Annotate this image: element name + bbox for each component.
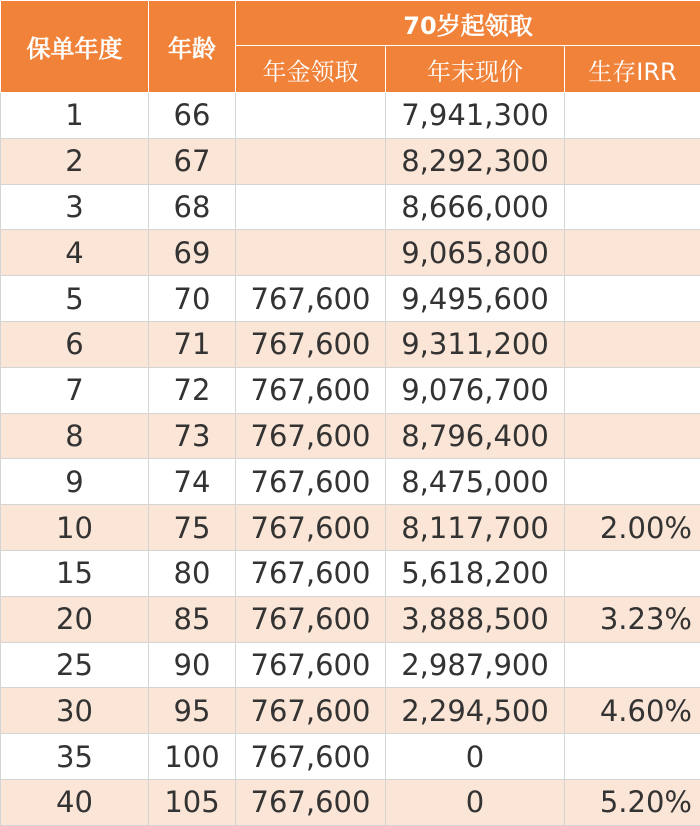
table-row — [1, 93, 700, 139]
table-row — [1, 276, 700, 322]
table-row — [1, 138, 700, 184]
cell-annuity: 767,600 — [236, 734, 386, 780]
table-row — [1, 413, 700, 459]
cell-year-end-value: 8,666,000 — [386, 184, 565, 230]
cell-policy-year: 25 — [1, 642, 149, 688]
cell-annuity: 767,600 — [236, 596, 386, 642]
cell-survival-irr — [565, 93, 700, 139]
cell-year-end-value: 8,292,300 — [386, 138, 565, 184]
cell-policy-year: 35 — [1, 734, 149, 780]
table-row — [1, 596, 700, 642]
table-row — [1, 505, 700, 551]
cell-survival-irr: 4.60% — [565, 688, 700, 734]
header-age: 年龄 — [149, 1, 236, 93]
cell-annuity: 767,600 — [236, 321, 386, 367]
cell-policy-year: 7 — [1, 367, 149, 413]
cell-annuity: 767,600 — [236, 505, 386, 551]
cell-survival-irr — [565, 367, 700, 413]
cell-survival-irr — [565, 230, 700, 276]
cell-policy-year: 20 — [1, 596, 149, 642]
header-group-70-start: 70岁起领取 — [236, 1, 700, 46]
cell-year-end-value: 8,475,000 — [386, 459, 565, 505]
cell-survival-irr — [565, 276, 700, 322]
cell-age: 71 — [149, 321, 236, 367]
cell-age: 73 — [149, 413, 236, 459]
cell-annuity: 767,600 — [236, 642, 386, 688]
cell-annuity: 767,600 — [236, 688, 386, 734]
cell-year-end-value: 8,796,400 — [386, 413, 565, 459]
cell-annuity: 767,600 — [236, 550, 386, 596]
cell-year-end-value: 2,294,500 — [386, 688, 565, 734]
header-survival-irr: 生存IRR — [565, 46, 700, 93]
cell-age: 75 — [149, 505, 236, 551]
cell-policy-year: 1 — [1, 93, 149, 139]
cell-survival-irr: 3.23% — [565, 596, 700, 642]
cell-survival-irr — [565, 138, 700, 184]
table-row — [1, 779, 700, 825]
cell-year-end-value: 2,987,900 — [386, 642, 565, 688]
cell-age: 72 — [149, 367, 236, 413]
cell-age: 95 — [149, 688, 236, 734]
cell-policy-year: 5 — [1, 276, 149, 322]
cell-survival-irr — [565, 642, 700, 688]
cell-annuity — [236, 138, 386, 184]
cell-policy-year: 3 — [1, 184, 149, 230]
cell-annuity — [236, 184, 386, 230]
table-header — [1, 1, 700, 93]
cell-age: 69 — [149, 230, 236, 276]
cell-survival-irr — [565, 734, 700, 780]
cell-survival-irr — [565, 413, 700, 459]
cell-annuity: 767,600 — [236, 367, 386, 413]
cell-annuity: 767,600 — [236, 276, 386, 322]
cell-age: 80 — [149, 550, 236, 596]
table-row — [1, 230, 700, 276]
cell-age: 105 — [149, 779, 236, 825]
table-row — [1, 688, 700, 734]
cell-annuity: 767,600 — [236, 413, 386, 459]
cell-annuity: 767,600 — [236, 779, 386, 825]
cell-year-end-value: 8,117,700 — [386, 505, 565, 551]
cell-year-end-value: 5,618,200 — [386, 550, 565, 596]
cell-survival-irr — [565, 550, 700, 596]
table-row — [1, 459, 700, 505]
cell-age: 74 — [149, 459, 236, 505]
cell-policy-year: 9 — [1, 459, 149, 505]
header-annuity: 年金领取 — [236, 46, 386, 93]
cell-annuity: 767,600 — [236, 459, 386, 505]
cell-age: 68 — [149, 184, 236, 230]
cell-survival-irr — [565, 184, 700, 230]
cell-policy-year: 2 — [1, 138, 149, 184]
cell-annuity — [236, 93, 386, 139]
cell-year-end-value: 9,076,700 — [386, 367, 565, 413]
cell-age: 70 — [149, 276, 236, 322]
cell-policy-year: 15 — [1, 550, 149, 596]
cell-age: 85 — [149, 596, 236, 642]
cell-age: 100 — [149, 734, 236, 780]
cell-survival-irr — [565, 459, 700, 505]
cell-age: 90 — [149, 642, 236, 688]
cell-policy-year: 30 — [1, 688, 149, 734]
cell-age: 66 — [149, 93, 236, 139]
cell-year-end-value: 3,888,500 — [386, 596, 565, 642]
cell-year-end-value: 9,495,600 — [386, 276, 565, 322]
cell-year-end-value: 0 — [386, 779, 565, 825]
table-row — [1, 734, 700, 780]
header-policy-year: 保单年度 — [1, 1, 149, 93]
cell-survival-irr — [565, 321, 700, 367]
table-row — [1, 367, 700, 413]
table-row — [1, 321, 700, 367]
table-body — [1, 93, 700, 826]
cell-policy-year: 4 — [1, 230, 149, 276]
cell-policy-year: 6 — [1, 321, 149, 367]
cell-year-end-value: 9,311,200 — [386, 321, 565, 367]
cell-survival-irr: 2.00% — [565, 505, 700, 551]
cell-survival-irr: 5.20% — [565, 779, 700, 825]
cell-policy-year: 8 — [1, 413, 149, 459]
table-row — [1, 550, 700, 596]
cell-annuity — [236, 230, 386, 276]
cell-policy-year: 40 — [1, 779, 149, 825]
cell-age: 67 — [149, 138, 236, 184]
cell-year-end-value: 7,941,300 — [386, 93, 565, 139]
cell-year-end-value: 0 — [386, 734, 565, 780]
cell-year-end-value: 9,065,800 — [386, 230, 565, 276]
header-row-top — [1, 1, 700, 46]
table-row — [1, 642, 700, 688]
cell-policy-year: 10 — [1, 505, 149, 551]
table-row — [1, 184, 700, 230]
header-year-end-value: 年末现价 — [386, 46, 565, 93]
